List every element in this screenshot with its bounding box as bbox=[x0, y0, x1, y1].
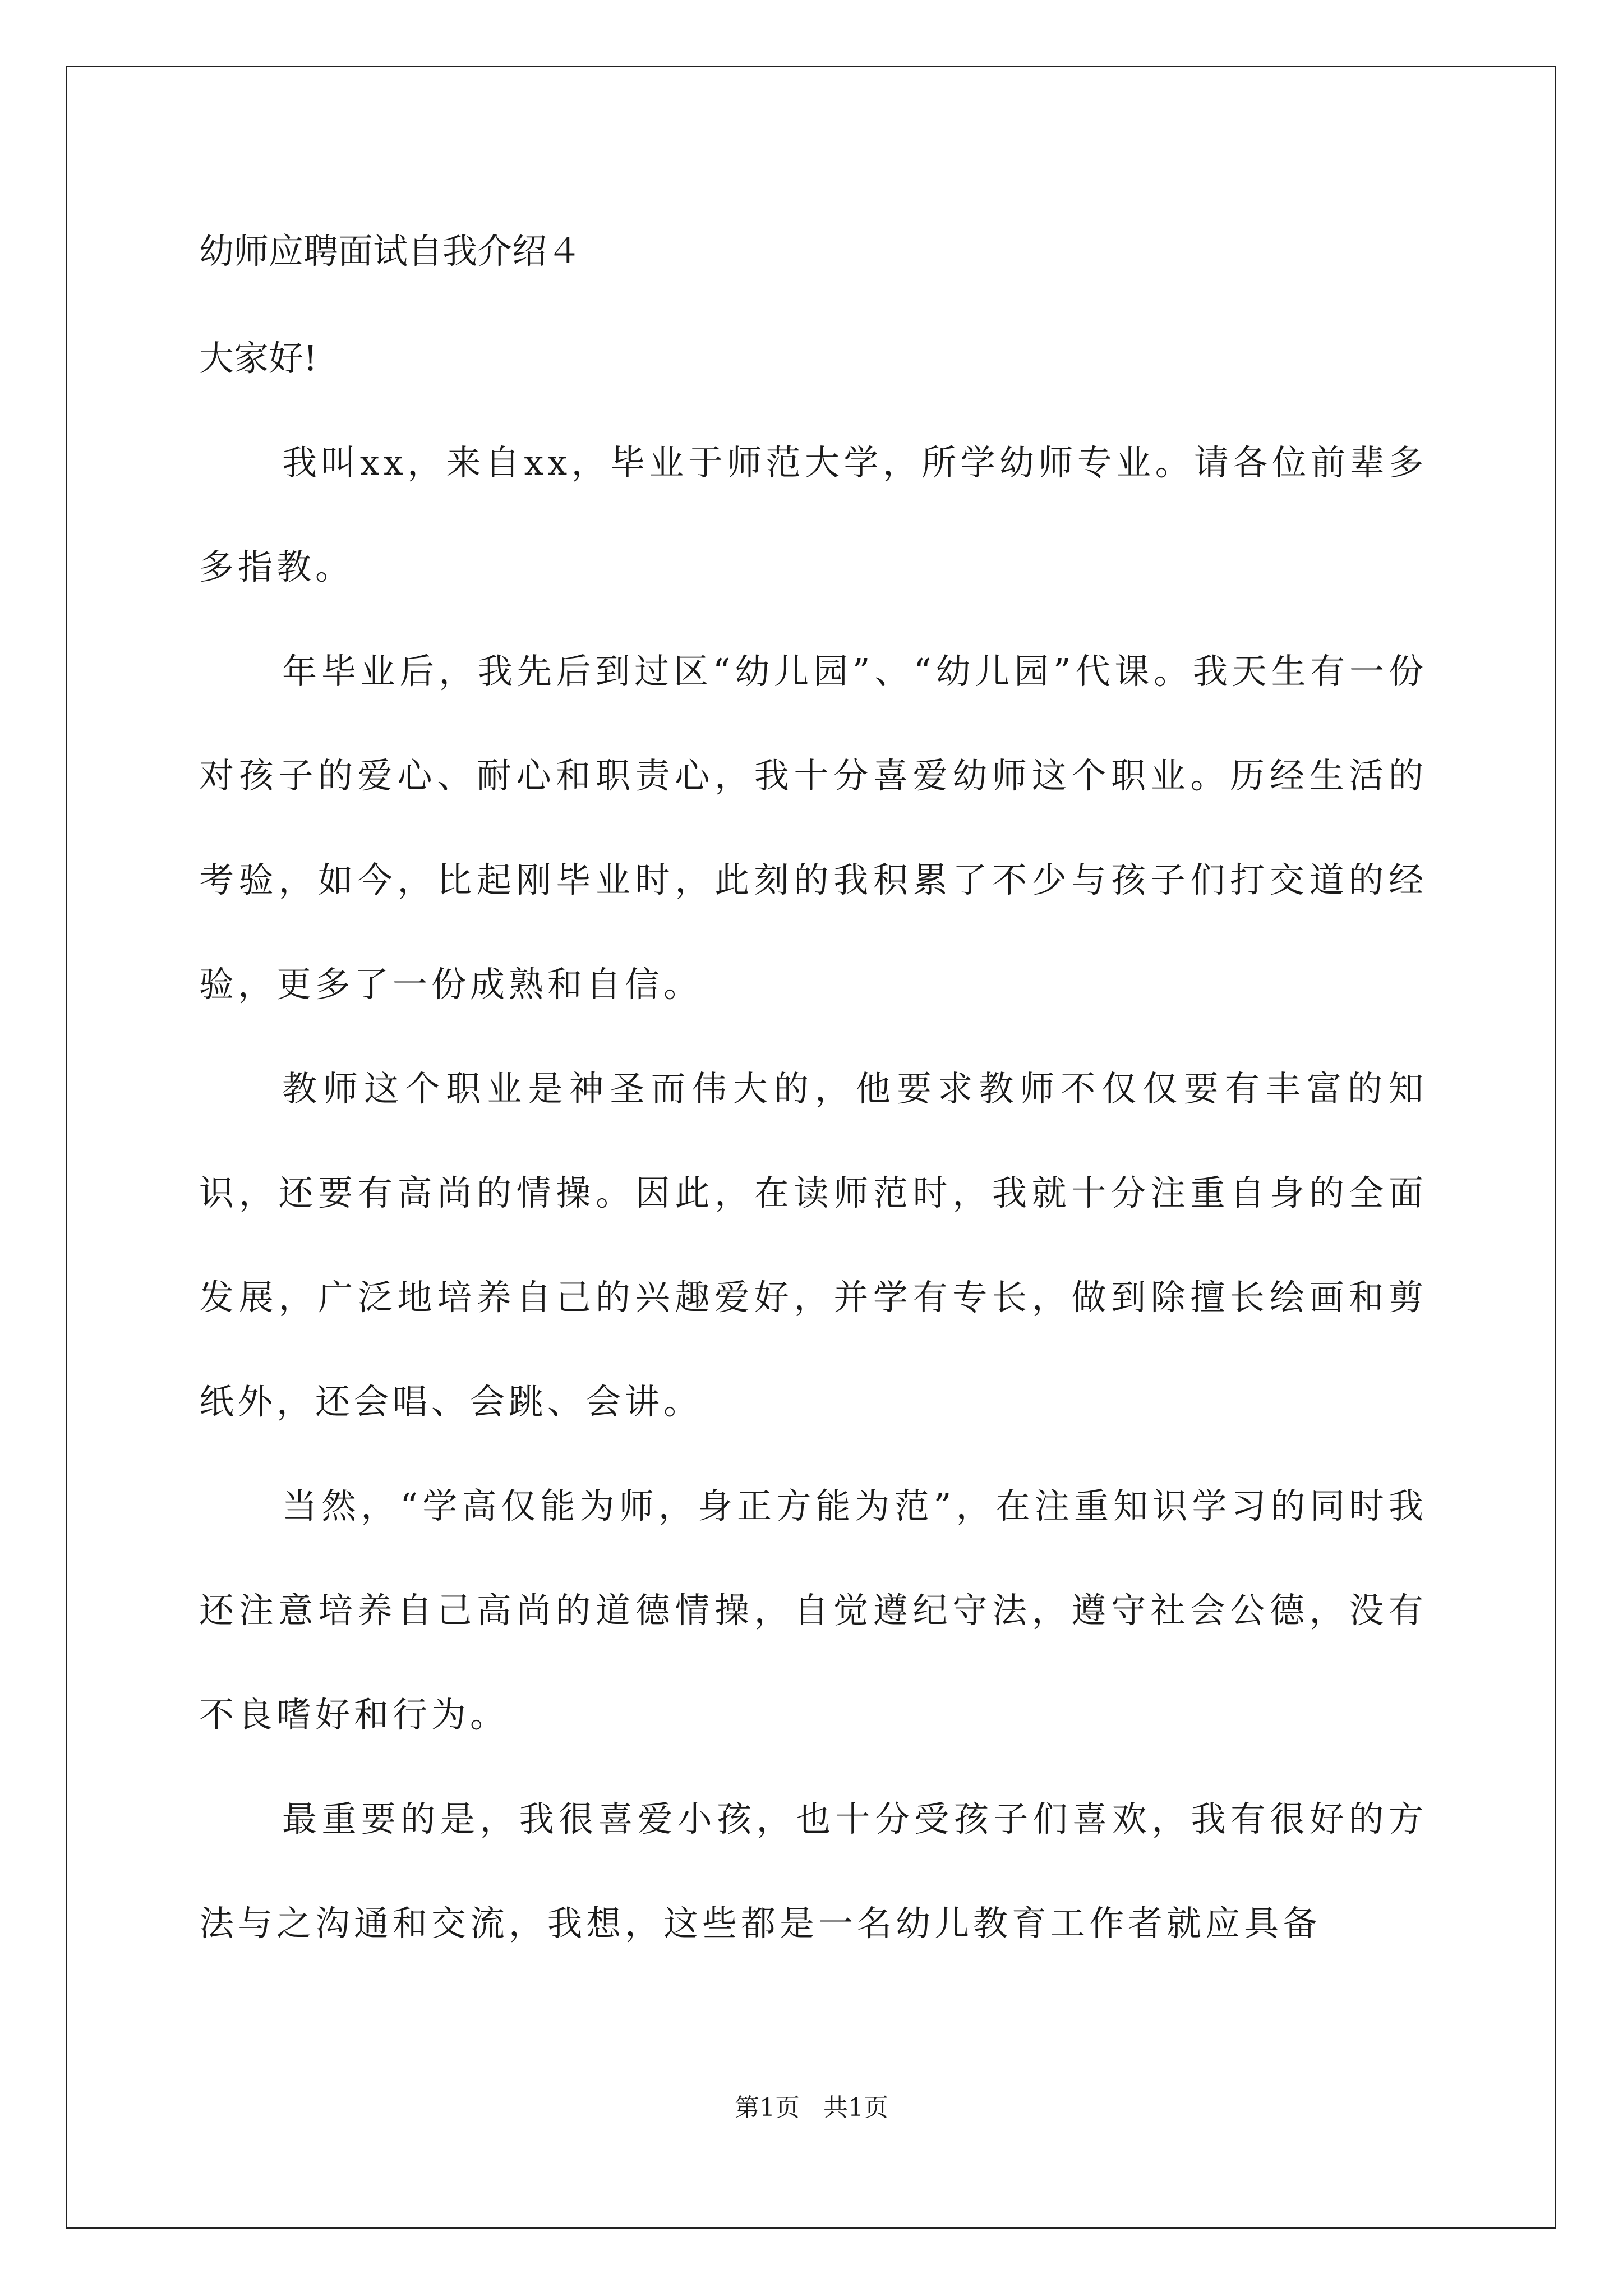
document-body bbox=[199, 224, 1427, 1976]
page-footer: 第1页 共1页 bbox=[735, 2093, 888, 2122]
paragraph-1: 我叫xx，来自xx，毕业于师范大学，所学幼师专业。请各位前辈多多指教。 bbox=[199, 442, 1427, 587]
paragraph-3: 教师这个职业是神圣而伟大的，他要求教师不仅仅要有丰富的知识，还要有高尚的情操。因此，在读师范时，我就十分注重自身的全面发展，广泛地培养自己的兴趣爱好，并学有专长，做到除擅长绘画和剪纸外，还会唱、会跳、会讲。 bbox=[199, 1068, 1427, 1422]
paragraph-4: 当然，“学高仅能为师，身正方能为范”，在注重知识学习的同时我还注意培养自己高尚的道德情操，自觉遵纪守法，遵守社会公德，没有不良嗜好和行为。 bbox=[199, 1485, 1427, 1735]
greeting: 大家好! bbox=[199, 338, 317, 379]
document-title: 幼师应聘面试自我介绍４ bbox=[199, 231, 582, 272]
paragraph-5: 最重要的是，我很喜爱小孩，也十分受孩子们喜欢，我有很好的方法与之沟通和交流，我想，这些都是一名幼儿教育工作者就应具备 bbox=[199, 1798, 1427, 1944]
paragraph-2: 年毕业后，我先后到过区“幼儿园”、“幼儿园”代课。我天生有一份对孩子的爱心、耐心和职责心，我十分喜爱幼师这个职业。历经生活的考验，如今，比起刚毕业时，此刻的我积累了不少与孩子们打交道的经验，更多了一份成熟和自信。 bbox=[199, 651, 1427, 1005]
